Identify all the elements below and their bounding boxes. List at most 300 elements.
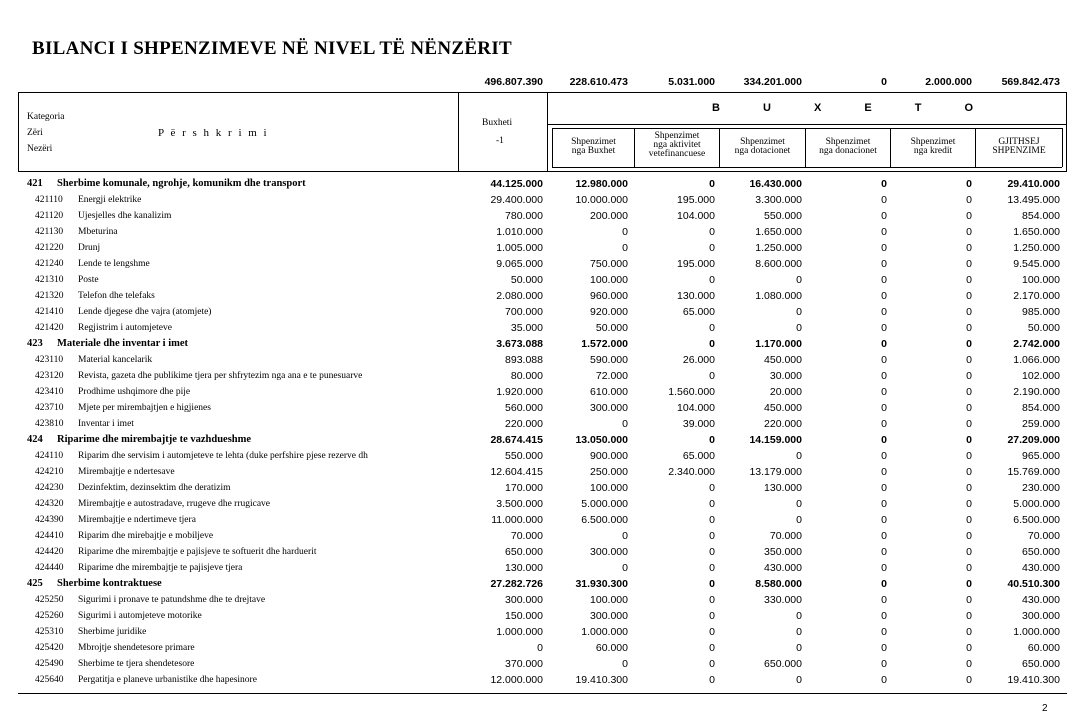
cell-buxheti: 780.000 [505, 210, 543, 222]
cell-kredit: 0 [966, 370, 972, 382]
cell-dotacionet: 20.000 [769, 386, 802, 398]
table-row [0, 304, 1075, 320]
cell-dotacionet: 0 [796, 610, 802, 622]
table-row [0, 224, 1075, 240]
row-code: 425260 [35, 611, 64, 621]
subcol-border-6 [1062, 128, 1063, 167]
header-left-border [18, 92, 19, 171]
table-row [0, 240, 1075, 256]
cell-buxhet: 960.000 [590, 290, 628, 302]
cell-donacionet: 0 [881, 370, 887, 382]
row-description: Sherbime juridike [78, 627, 147, 637]
cell-buxheti: 9.065.000 [496, 258, 543, 270]
cell-vetefinancuese: 0 [709, 274, 715, 286]
subcols-bottom [552, 167, 1062, 168]
cell-gjithsej: 1.066.000 [1013, 354, 1060, 366]
cell-kredit: 0 [966, 530, 972, 542]
cell-donacionet: 0 [881, 514, 887, 526]
cell-kredit: 0 [966, 498, 972, 510]
category-row [0, 176, 1075, 192]
cell-dotacionet: 0 [796, 642, 802, 654]
cell-gjithsej: 1.250.000 [1013, 242, 1060, 254]
cell-dotacionet: 0 [796, 322, 802, 334]
cell-donacionet: 0 [881, 562, 887, 574]
header-buxheti-sub: -1 [496, 136, 504, 146]
row-description: Lende te lengshme [78, 259, 150, 269]
cell-dotacionet: 350.000 [764, 546, 802, 558]
cell-gjithsej: 100.000 [1022, 274, 1060, 286]
cell-kredit: 0 [966, 674, 972, 686]
cell-dotacionet: 1.650.000 [755, 226, 802, 238]
header-col-dot-line1: Shpenzimet [740, 137, 785, 147]
buxeto-divider [547, 124, 1066, 125]
cell-kredit: 0 [966, 258, 972, 270]
cell-kredit: 0 [966, 514, 972, 526]
cell-kredit: 0 [966, 594, 972, 606]
cell-vetefinancuese: 0 [709, 626, 715, 638]
header-col-gjithsej [976, 138, 1062, 156]
row-description: Sigurimi i automjeteve motorike [78, 611, 202, 621]
cell-donacionet: 0 [881, 530, 887, 542]
cell-gjithsej: 2.170.000 [1013, 290, 1060, 302]
row-description: Riparime dhe mirembajtje e pajisjeve te softuerit dhe harduerit [78, 547, 317, 557]
cell-donacionet: 0 [881, 354, 887, 366]
row-code: 424320 [35, 499, 64, 509]
cell-vetefinancuese: 0 [709, 482, 715, 494]
cell-buxheti: 700.000 [505, 306, 543, 318]
table-row [0, 624, 1075, 640]
row-description: Poste [78, 275, 99, 285]
table-row [0, 512, 1075, 528]
table-row [0, 592, 1075, 608]
cell-dotacionet: 0 [796, 674, 802, 686]
cell-gjithsej: 650.000 [1022, 658, 1060, 670]
cell-buxheti: 3.673.088 [496, 338, 543, 350]
cell-buxheti: 2.080.000 [496, 290, 543, 302]
cell-donacionet: 0 [881, 226, 887, 238]
row-description: Riparim dhe servisim i automjeteve te lehta (duke perfshire pjese rezerve dh [78, 451, 368, 461]
cell-buxheti: 150.000 [505, 610, 543, 622]
totals-row [0, 75, 1075, 89]
row-code: 423410 [35, 387, 64, 397]
total-buxheti: 496.807.390 [484, 76, 543, 88]
table-row [0, 480, 1075, 496]
cell-buxhet: 300.000 [590, 402, 628, 414]
cell-gjithsej: 60.000 [1027, 642, 1060, 654]
row-code: 423810 [35, 419, 64, 429]
cell-buxhet: 1.572.000 [581, 338, 628, 350]
cell-dotacionet: 8.580.000 [755, 578, 802, 590]
cell-gjithsej: 40.510.300 [1007, 578, 1060, 590]
cell-vetefinancuese: 0 [709, 434, 715, 446]
cell-dotacionet: 30.000 [769, 370, 802, 382]
total-donacionet: 0 [881, 76, 887, 88]
cell-dotacionet: 130.000 [764, 482, 802, 494]
cell-kredit: 0 [966, 434, 972, 446]
row-code: 421410 [35, 307, 64, 317]
header-buxeto: B U X E T O [712, 102, 994, 114]
cell-donacionet: 0 [881, 306, 887, 318]
row-description: Mirembajtje e ndertimeve tjera [78, 515, 196, 525]
cell-vetefinancuese: 104.000 [677, 402, 715, 414]
row-description: Mirembajtje e autostradave, rrugeve dhe rrugicave [78, 499, 271, 509]
cell-buxhet: 60.000 [595, 642, 628, 654]
cell-buxheti: 29.400.000 [490, 194, 543, 206]
row-description: Drunj [78, 243, 101, 253]
cell-vetefinancuese: 65.000 [682, 306, 715, 318]
cell-buxheti: 70.000 [510, 530, 543, 542]
cell-vetefinancuese: 104.000 [677, 210, 715, 222]
cell-kredit: 0 [966, 274, 972, 286]
row-code: 424420 [35, 547, 64, 557]
cell-buxhet: 900.000 [590, 450, 628, 462]
cell-vetefinancuese: 39.000 [682, 418, 715, 430]
total-kredit: 2.000.000 [925, 76, 972, 88]
cell-buxhet: 0 [622, 226, 628, 238]
total-gjithsej: 569.842.473 [1001, 76, 1060, 88]
table-row [0, 448, 1075, 464]
cell-dotacionet: 70.000 [769, 530, 802, 542]
cell-vetefinancuese: 0 [709, 370, 715, 382]
cell-kredit: 0 [966, 610, 972, 622]
cell-kredit: 0 [966, 546, 972, 558]
cell-buxhet: 0 [622, 562, 628, 574]
cell-dotacionet: 0 [796, 450, 802, 462]
cell-gjithsej: 1.650.000 [1013, 226, 1060, 238]
cell-donacionet: 0 [881, 658, 887, 670]
cell-dotacionet: 16.430.000 [749, 178, 802, 190]
cell-gjithsej: 650.000 [1022, 546, 1060, 558]
cell-buxhet: 0 [622, 242, 628, 254]
cell-dotacionet: 1.170.000 [755, 338, 802, 350]
row-code: 424390 [35, 515, 64, 525]
header-col-gjithsej-line2: SHPENZIME [992, 146, 1046, 156]
cell-donacionet: 0 [881, 290, 887, 302]
row-code: 423110 [35, 355, 64, 365]
row-description: Materiale dhe inventar i imet [57, 338, 189, 349]
cell-dotacionet: 1.250.000 [755, 242, 802, 254]
cell-buxheti: 27.282.726 [490, 578, 543, 590]
row-code: 425250 [35, 595, 64, 605]
cell-gjithsej: 19.410.300 [1007, 674, 1060, 686]
cell-dotacionet: 650.000 [764, 658, 802, 670]
total-vetefinancuese: 5.031.000 [668, 76, 715, 88]
cell-buxhet: 19.410.300 [575, 674, 628, 686]
table-row [0, 288, 1075, 304]
cell-buxhet: 13.050.000 [575, 434, 628, 446]
cell-buxhet: 1.000.000 [581, 626, 628, 638]
cell-kredit: 0 [966, 626, 972, 638]
row-code: 424440 [35, 563, 64, 573]
row-description: Energji elektrike [78, 195, 142, 205]
header-buxheti: Buxheti [482, 118, 513, 128]
cell-kredit: 0 [966, 338, 972, 350]
total-buxhet: 228.610.473 [569, 76, 628, 88]
row-description: Regjistrim i automjeteve [78, 323, 172, 333]
cell-vetefinancuese: 0 [709, 642, 715, 654]
cell-vetefinancuese: 0 [709, 658, 715, 670]
header-zeri: Zëri [27, 128, 43, 138]
cell-buxheti: 3.500.000 [496, 498, 543, 510]
header-col-buxhet [553, 138, 634, 156]
cell-dotacionet: 14.159.000 [749, 434, 802, 446]
cell-dotacionet: 330.000 [764, 594, 802, 606]
row-code: 423 [27, 338, 43, 349]
table-row [0, 608, 1075, 624]
cell-dotacionet: 220.000 [764, 418, 802, 430]
cell-vetefinancuese: 1.560.000 [668, 386, 715, 398]
row-description: Sherbime te tjera shendetesore [78, 659, 195, 669]
cell-buxheti: 28.674.415 [490, 434, 543, 446]
row-description: Material kancelarik [78, 355, 153, 365]
page-title: BILANCI I SHPENZIMEVE NË NIVEL TË NËNZËRIT [32, 38, 512, 59]
header-col-vetefinancuese [635, 132, 719, 159]
cell-donacionet: 0 [881, 594, 887, 606]
header-col-vete-line2: nga aktivitet [653, 140, 701, 150]
cell-gjithsej: 1.000.000 [1013, 626, 1060, 638]
cell-buxheti: 11.000.000 [491, 514, 543, 526]
cell-kredit: 0 [966, 210, 972, 222]
cell-buxhet: 100.000 [590, 594, 628, 606]
header-col-dotacionet [720, 138, 805, 156]
header-top-border [18, 92, 1067, 93]
cell-buxheti: 50.000 [510, 274, 543, 286]
row-description: Lende djegese dhe vajra (atomjete) [78, 307, 212, 317]
table-bottom-border [18, 693, 1067, 694]
row-description: Ujesjelles dhe kanalizim [78, 211, 172, 221]
cell-donacionet: 0 [881, 194, 887, 206]
cell-gjithsej: 15.769.000 [1007, 466, 1060, 478]
cell-vetefinancuese: 26.000 [682, 354, 715, 366]
cell-buxheti: 650.000 [505, 546, 543, 558]
row-code: 421220 [35, 243, 64, 253]
row-description: Mjete per mirembajtjen e higjienes [78, 403, 211, 413]
cell-vetefinancuese: 0 [709, 242, 715, 254]
cell-gjithsej: 29.410.000 [1007, 178, 1060, 190]
cell-gjithsej: 50.000 [1027, 322, 1060, 334]
row-description: Sigurimi i pronave te patundshme dhe te drejtave [78, 595, 266, 605]
row-description: Prodhime ushqimore dhe pije [78, 387, 191, 397]
cell-buxhet: 750.000 [590, 258, 628, 270]
cell-buxheti: 370.000 [505, 658, 543, 670]
cell-gjithsej: 13.495.000 [1007, 194, 1060, 206]
table-row [0, 320, 1075, 336]
cell-buxhet: 0 [622, 530, 628, 542]
table-row [0, 272, 1075, 288]
cell-buxhet: 0 [622, 418, 628, 430]
cell-gjithsej: 854.000 [1022, 402, 1060, 414]
row-code: 425640 [35, 675, 64, 685]
row-description: Telefon dhe telefaks [78, 291, 155, 301]
header-col-buxhet-line1: Shpenzimet [571, 137, 616, 147]
cell-donacionet: 0 [881, 466, 887, 478]
header-col-kredit-line1: Shpenzimet [910, 137, 956, 147]
header-pershkrimi: P ë r s h k r i m i [158, 127, 269, 139]
table-row [0, 528, 1075, 544]
cell-gjithsej: 102.000 [1022, 370, 1060, 382]
cell-dotacionet: 13.179.000 [749, 466, 802, 478]
cell-gjithsej: 854.000 [1022, 210, 1060, 222]
cell-donacionet: 0 [881, 642, 887, 654]
cell-buxhet: 590.000 [590, 354, 628, 366]
header-col-kredit [891, 138, 975, 156]
cell-donacionet: 0 [881, 274, 887, 286]
cell-gjithsej: 965.000 [1022, 450, 1060, 462]
cell-kredit: 0 [966, 194, 972, 206]
cell-donacionet: 0 [881, 578, 887, 590]
cell-vetefinancuese: 0 [709, 530, 715, 542]
cell-gjithsej: 5.000.000 [1013, 498, 1060, 510]
subcols-top [552, 128, 1062, 129]
table-row [0, 560, 1075, 576]
cell-buxhet: 920.000 [590, 306, 628, 318]
table-row [0, 208, 1075, 224]
cell-buxhet: 250.000 [590, 466, 628, 478]
cell-gjithsej: 430.000 [1022, 562, 1060, 574]
row-description: Riparime dhe mirembajtje te pajisjeve tjera [78, 563, 243, 573]
table-row [0, 672, 1075, 688]
cell-vetefinancuese: 0 [709, 226, 715, 238]
header-nezeri: Nezëri [27, 144, 53, 154]
cell-buxhet: 300.000 [590, 546, 628, 558]
row-code: 424110 [35, 451, 64, 461]
cell-buxheti: 12.000.000 [490, 674, 543, 686]
cell-donacionet: 0 [881, 498, 887, 510]
cell-kredit: 0 [966, 658, 972, 670]
cell-buxheti: 0 [537, 642, 543, 654]
cell-kredit: 0 [966, 418, 972, 430]
cell-donacionet: 0 [881, 450, 887, 462]
row-code: 421320 [35, 291, 64, 301]
cell-buxhet: 200.000 [590, 210, 628, 222]
table-row [0, 256, 1075, 272]
cell-vetefinancuese: 0 [709, 610, 715, 622]
header-divider-desc [458, 92, 459, 171]
cell-dotacionet: 1.080.000 [755, 290, 802, 302]
cell-vetefinancuese: 0 [709, 546, 715, 558]
table-row [0, 640, 1075, 656]
cell-vetefinancuese: 0 [709, 498, 715, 510]
row-code: 421420 [35, 323, 64, 333]
cell-dotacionet: 0 [796, 306, 802, 318]
cell-buxheti: 893.088 [505, 354, 543, 366]
cell-dotacionet: 430.000 [764, 562, 802, 574]
cell-buxheti: 1.010.000 [496, 226, 543, 238]
cell-gjithsej: 70.000 [1027, 530, 1060, 542]
cell-buxhet: 100.000 [590, 482, 628, 494]
row-description: Revista, gazeta dhe publikime tjera per shfrytezim nga ana e te punesuarve [78, 371, 363, 381]
cell-gjithsej: 430.000 [1022, 594, 1060, 606]
cell-donacionet: 0 [881, 386, 887, 398]
header-col-gjithsej-line1: GJITHSEJ [998, 137, 1040, 147]
cell-dotacionet: 8.600.000 [755, 258, 802, 270]
cell-donacionet: 0 [881, 322, 887, 334]
row-code: 421110 [35, 195, 63, 205]
cell-kredit: 0 [966, 354, 972, 366]
row-code: 421310 [35, 275, 64, 285]
row-code: 421120 [35, 211, 64, 221]
row-code: 421 [27, 178, 43, 189]
table-row [0, 400, 1075, 416]
row-code: 425310 [35, 627, 64, 637]
cell-donacionet: 0 [881, 242, 887, 254]
header-right-border [1066, 92, 1067, 171]
cell-gjithsej: 230.000 [1022, 482, 1060, 494]
cell-buxheti: 1.005.000 [496, 242, 543, 254]
cell-kredit: 0 [966, 322, 972, 334]
row-description: Mirembajtje e ndertesave [78, 467, 175, 477]
row-description: Inventar i imet [78, 419, 134, 429]
header-col-vete-line3: vetefinancuese [648, 149, 706, 159]
cell-vetefinancuese: 2.340.000 [668, 466, 715, 478]
row-code: 425 [27, 578, 43, 589]
cell-gjithsej: 985.000 [1022, 306, 1060, 318]
row-code: 421130 [35, 227, 64, 237]
cell-donacionet: 0 [881, 482, 887, 494]
row-code: 424410 [35, 531, 64, 541]
cell-dotacionet: 0 [796, 514, 802, 526]
page-number: 2 [1042, 703, 1048, 714]
cell-dotacionet: 0 [796, 498, 802, 510]
cell-donacionet: 0 [881, 674, 887, 686]
cell-kredit: 0 [966, 466, 972, 478]
header-col-don-line2: nga donacionet [819, 146, 877, 156]
cell-buxheti: 220.000 [505, 418, 543, 430]
cell-buxheti: 44.125.000 [490, 178, 543, 190]
row-description: Riparim dhe mirebajtje e mobiljeve [78, 531, 214, 541]
category-row [0, 336, 1075, 352]
cell-buxhet: 300.000 [590, 610, 628, 622]
cell-buxhet: 12.980.000 [575, 178, 628, 190]
row-description: Sherbime kontraktuese [57, 578, 162, 589]
cell-buxheti: 35.000 [510, 322, 543, 334]
cell-kredit: 0 [966, 226, 972, 238]
cell-gjithsej: 2.190.000 [1013, 386, 1060, 398]
cell-kredit: 0 [966, 578, 972, 590]
cell-buxhet: 610.000 [590, 386, 628, 398]
cell-dotacionet: 3.300.000 [755, 194, 802, 206]
table-row [0, 544, 1075, 560]
row-description: Mbeturina [78, 227, 118, 237]
header-col-buxhet-line2: nga Buxhet [571, 146, 616, 156]
table-row [0, 384, 1075, 400]
cell-dotacionet: 0 [796, 626, 802, 638]
total-dotacionet: 334.201.000 [743, 76, 802, 88]
cell-buxhet: 6.500.000 [581, 514, 628, 526]
cell-buxheti: 12.604.415 [490, 466, 543, 478]
cell-buxhet: 5.000.000 [581, 498, 628, 510]
cell-donacionet: 0 [881, 546, 887, 558]
header-col-donacionet [806, 138, 890, 156]
cell-donacionet: 0 [881, 626, 887, 638]
cell-dotacionet: 450.000 [764, 402, 802, 414]
cell-gjithsej: 9.545.000 [1013, 258, 1060, 270]
cell-donacionet: 0 [881, 418, 887, 430]
row-description: Sherbime komunale, ngrohje, komunikm dhe transport [57, 178, 306, 189]
cell-buxhet: 31.930.300 [575, 578, 628, 590]
table-row [0, 464, 1075, 480]
cell-donacionet: 0 [881, 210, 887, 222]
row-description: Pergatitja e planeve urbanistike dhe hapesinore [78, 675, 257, 685]
cell-donacionet: 0 [881, 178, 887, 190]
row-code: 425490 [35, 659, 64, 669]
category-row [0, 432, 1075, 448]
table-row [0, 416, 1075, 432]
table-row [0, 352, 1075, 368]
cell-vetefinancuese: 195.000 [677, 194, 715, 206]
cell-donacionet: 0 [881, 258, 887, 270]
cell-gjithsej: 259.000 [1022, 418, 1060, 430]
